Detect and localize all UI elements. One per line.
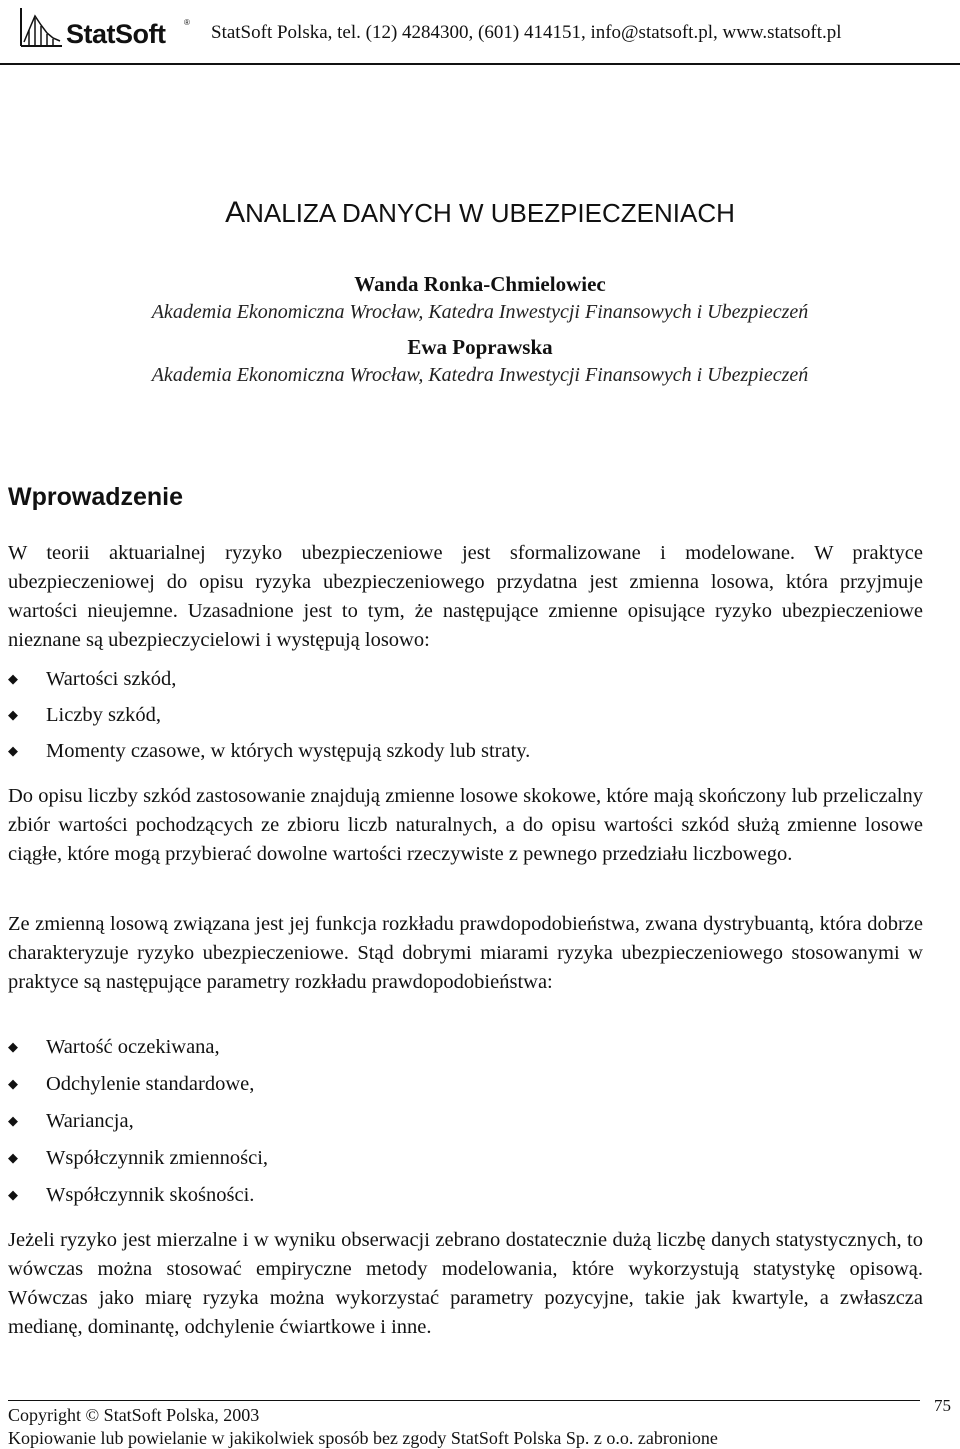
list-item-text: Odchylenie standardowe, — [46, 1073, 255, 1095]
logo-chart-icon — [18, 6, 64, 50]
diamond-bullet-icon: ◆ — [8, 1150, 18, 1165]
footer-copyright: Copyright © StatSoft Polska, 2003 — [8, 1405, 260, 1425]
list-item-text: Współczynnik skośności. — [46, 1184, 255, 1206]
body-paragraph: W teorii aktuarialnej ryzyko ubezpieczeniowe jest sformalizowane i modelowane. W praktyce ubezpieczeniowej do opisu ryzyka ubezpieczeniowego przydatna jest zmienna losowa, która przyjmuje wartości nieujemne. Uzasadnione jest to tym, że następujące zmienne opisujące ryzyko ubezpieczeniowe nieznane są ubezpieczycielowi i występują losowo: — [8, 542, 923, 651]
body-paragraph: Ze zmienną losową związana jest jej funkcja rozkładu prawdopodobieństwa, zwana dystrybuantą, która dobrze charakteryzuje ryzyko ubezpieczeniowe. Stąd dobrymi miarami ryzyka ubezpieczeniowego stosowanymi w praktyce są następujące parametry rozkładu prawdopodobieństwa: — [8, 913, 923, 993]
body-paragraph: Do opisu liczby szkód zastosowanie znajdują zmienne losowe skokowe, które mają skończony lub przeliczalny zbiór wartości pochodzących ze zbioru liczb naturalnych, a do opisu wartości szkód służą zmienne losowe ciągłe, które mogą przybierać dowolne wartości rzeczywiste z pewnego przedziału liczbowego. — [8, 785, 923, 865]
body-paragraph: Jeżeli ryzyko jest mierzalne i w wyniku obserwacji zebrano dostatecznie dużą liczbę danych statystycznych, to wówczas można stosować empiryczne metody modelowania, które wykorzystują statystykę opisową. Wówczas jako miarę ryzyka można wykorzystać parametry pozycyjne, takie jak kwartyle, a zwłaszcza medianę, dominantę, odchylenie ćwiartkowe i inne. — [8, 1229, 923, 1338]
author-affiliation: Akademia Ekonomiczna Wrocław, Katedra Inwestycji Finansowych i Ubezpieczeń — [151, 301, 809, 323]
list-item-text: Momenty czasowe, w których występują szkody lub straty. — [46, 740, 531, 762]
paper-title — [0, 196, 960, 230]
diamond-bullet-icon: ◆ — [8, 1039, 18, 1054]
diamond-bullet-icon: ◆ — [8, 671, 18, 686]
author-affiliation: Akademia Ekonomiczna Wrocław, Katedra Inwestycji Finansowych i Ubezpieczeń — [151, 364, 809, 386]
diamond-bullet-icon: ◆ — [8, 1187, 18, 1202]
list-item-text: Liczby szkód, — [46, 704, 161, 726]
list-item — [8, 1073, 254, 1096]
section-heading: Wprowadzenie — [8, 483, 184, 511]
title-first-letter: A — [225, 196, 246, 229]
registered-mark: ® — [184, 18, 190, 27]
list-item — [8, 1147, 268, 1170]
list-item-text: Wartości szkód, — [46, 668, 177, 690]
diamond-bullet-icon: ◆ — [8, 707, 18, 722]
list-item — [8, 740, 530, 763]
diamond-bullet-icon: ◆ — [8, 1113, 18, 1128]
footer-notice: Kopiowanie lub powielanie w jakikolwiek sposób bez zgody StatSoft Polska Sp. z o.o. zabronione — [8, 1428, 718, 1448]
diamond-bullet-icon: ◆ — [8, 1076, 18, 1091]
header-contact-line: StatSoft Polska, tel. (12) 4284300, (601) 414151, info@statsoft.pl, www.statsoft.pl — [211, 22, 842, 43]
author-name: Ewa Poprawska — [407, 335, 553, 359]
list-item-text: Wartość oczekiwana, — [46, 1036, 220, 1058]
statsoft-logo — [18, 6, 193, 50]
list-item-text: Wariancja, — [46, 1110, 134, 1132]
footer-divider — [8, 1400, 920, 1401]
diamond-bullet-icon: ◆ — [8, 743, 18, 758]
list-item — [8, 1110, 134, 1133]
title-rest: NALIZA DANYCH W UBEZPIECZENIACH — [245, 198, 735, 228]
list-item — [8, 704, 161, 727]
page-header — [0, 0, 960, 66]
list-item-text: Współczynnik zmienności, — [46, 1147, 269, 1169]
list-item — [8, 1184, 254, 1207]
header-divider — [0, 63, 960, 65]
author-name: Wanda Ronka-Chmielowiec — [354, 272, 606, 296]
page-number: 75 — [934, 1396, 951, 1415]
logo-wordmark: StatSoft — [66, 19, 166, 49]
list-item — [8, 1036, 220, 1059]
list-item — [8, 668, 176, 691]
